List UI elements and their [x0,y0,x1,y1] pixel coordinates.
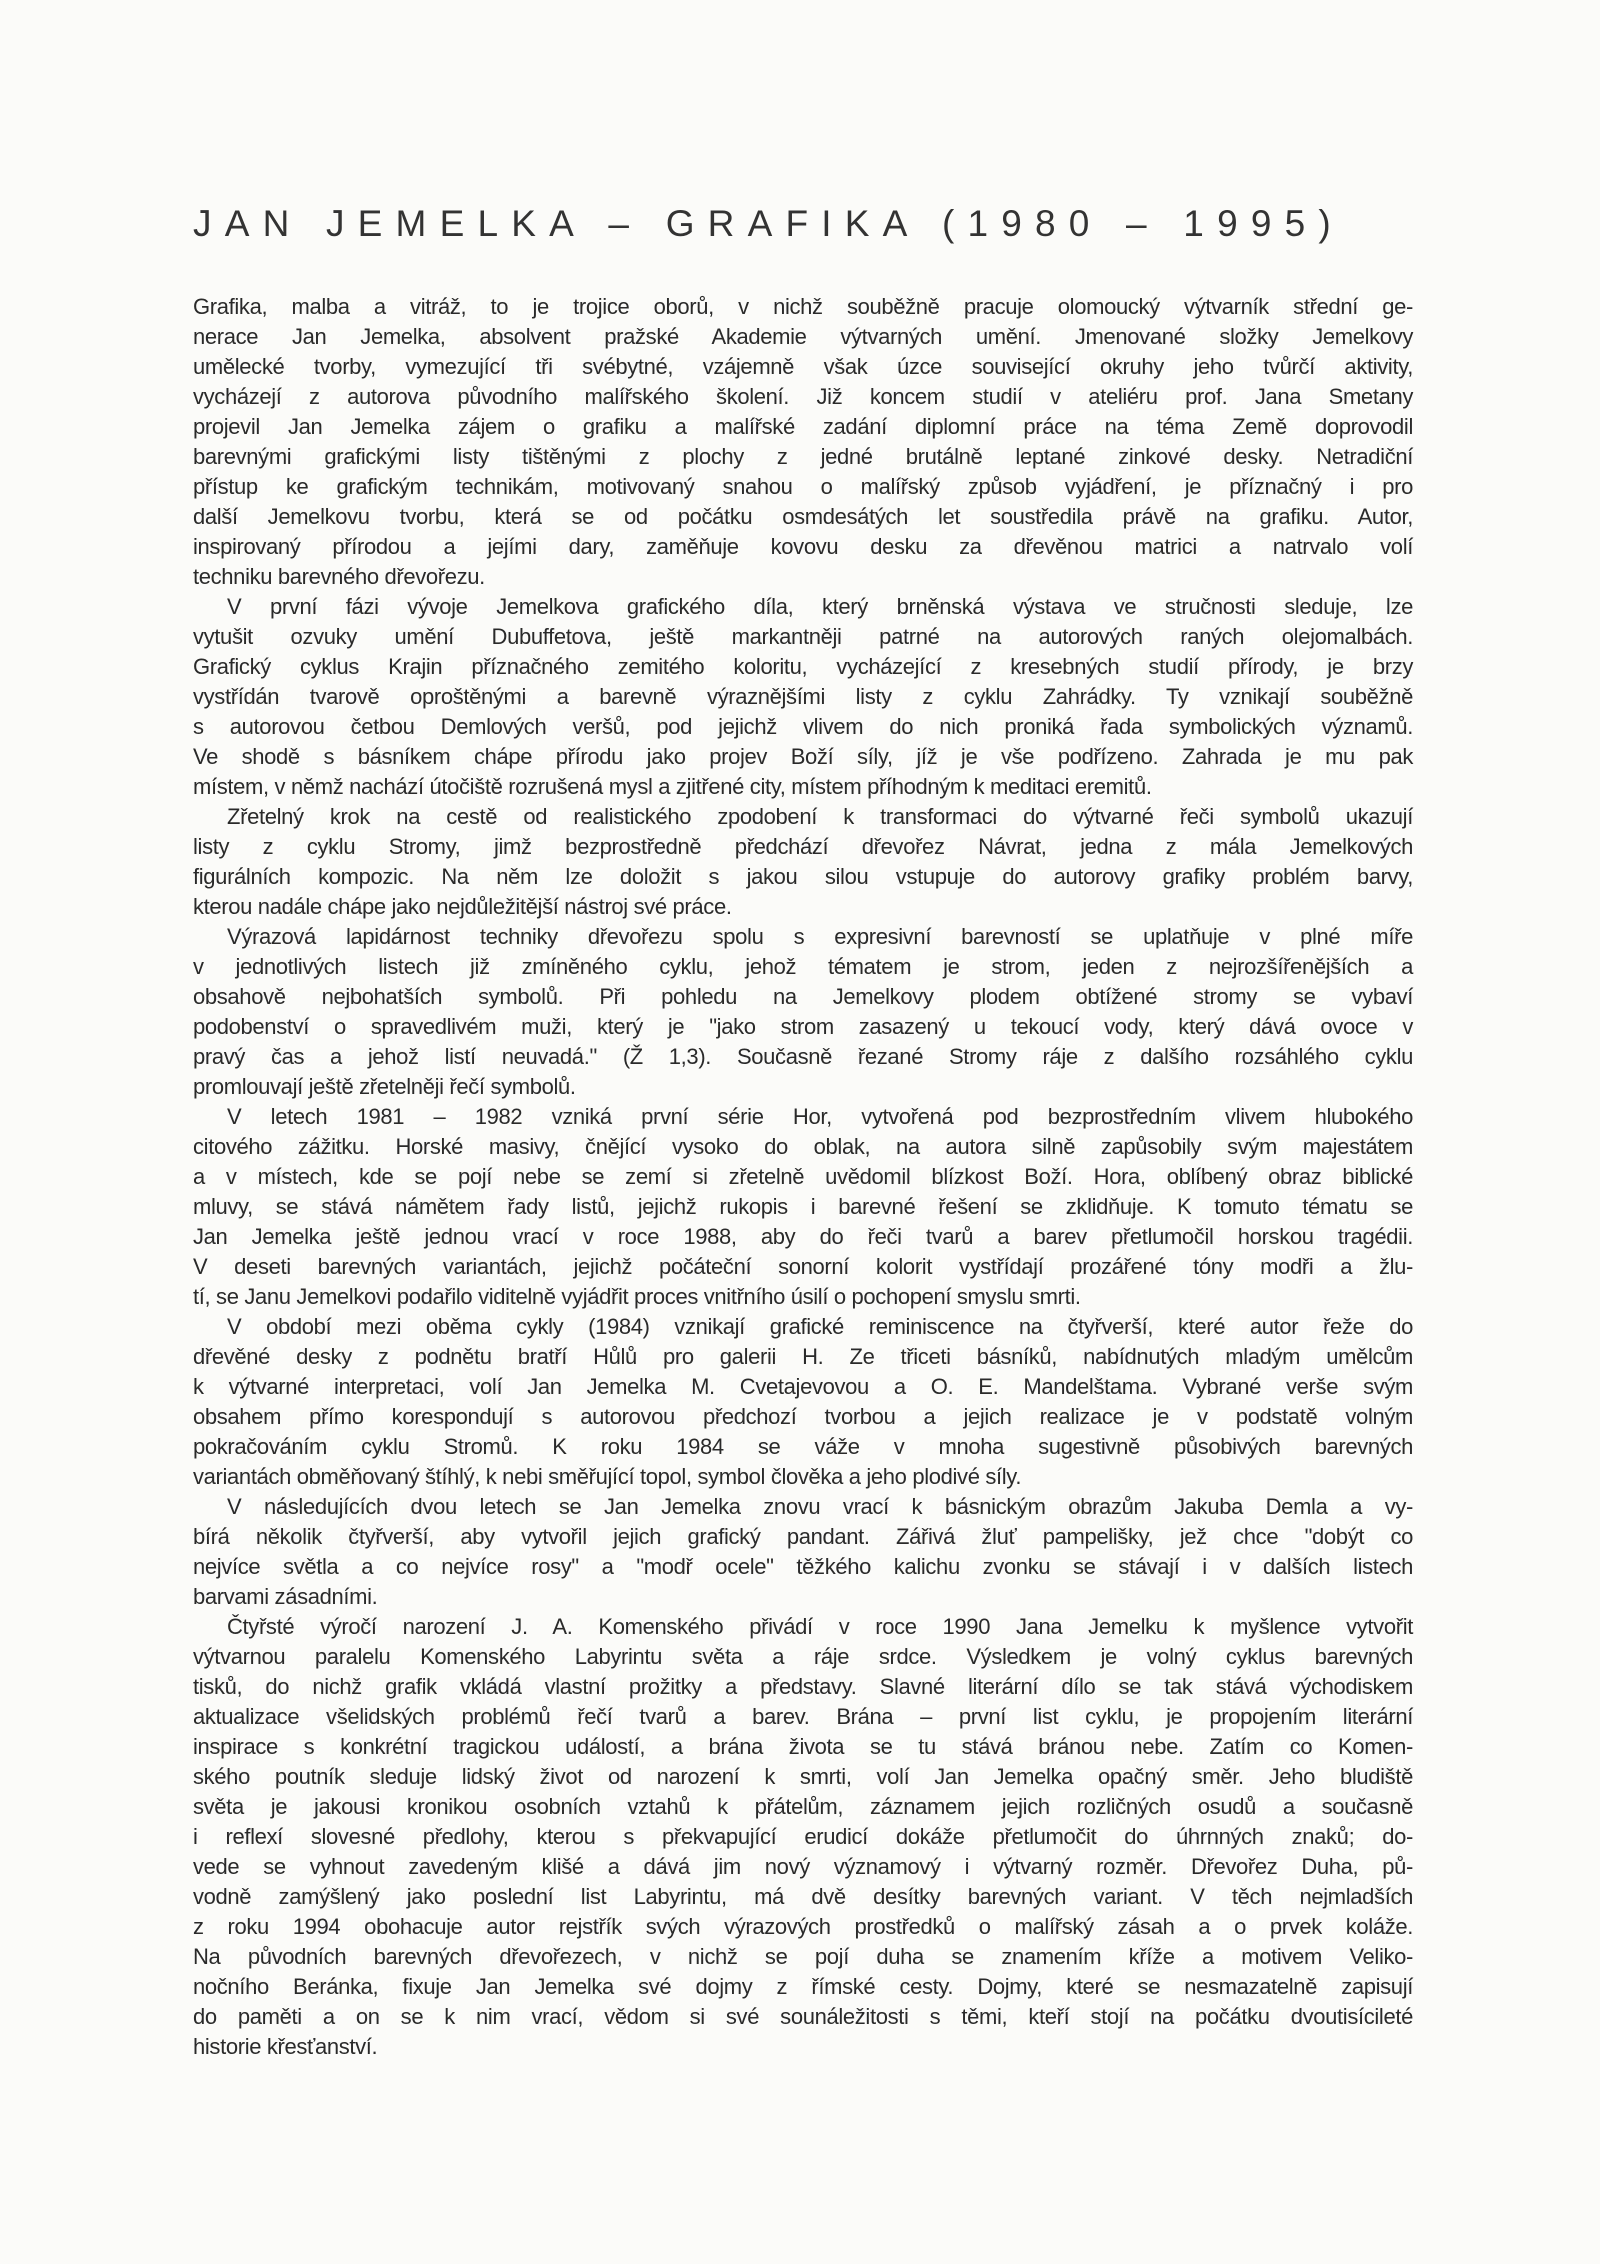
text-line: obsahově nejbohatších symbolů. Při pohledu na Jemelkovy plodem obtížené stromy se vybaví [193,984,1413,1009]
text-line: barvami zásadními. [193,1584,378,1609]
text-line: tisků, do nichž grafik vkládá vlastní prožitky a představy. Slavné literární dílo se tak stává východiskem [193,1674,1413,1699]
text-line: kterou nadále chápe jako nejdůležitější nástroj své práce. [193,894,732,919]
text-line: aktualizace všelidských problémů řečí tvarů a barev. Brána – první list cyklu, je propojením literární [193,1704,1413,1729]
text-line: i reflexí slovesné předlohy, kterou s překvapující erudicí dokáže přetlumočit do úhrnných znaků; do- [193,1824,1413,1849]
text-line: Jan Jemelka ještě jednou vrací v roce 1988, aby do řeči tvarů a barev přetlumočil horskou tragédii. [193,1224,1413,1249]
text-line: vycházejí z autorova původního malířského školení. Již koncem studií v ateliéru prof. Jana Smetany [193,384,1413,409]
paragraph [193,1492,1413,1612]
text-line: inspirovaný přírodou a jejími dary, zaměňuje kovovu desku za dřevěnou matrici a natrvalo volí [193,534,1413,559]
text-line: tí, se Janu Jemelkovi podařilo viditelně vyjádřit proces vnitřního úsilí o pochopení smyslu smrti. [193,1284,1081,1309]
text-line: figurálních kompozic. Na něm lze doložit s jakou silou vstupuje do autorovy grafiky problém barvy, [193,864,1413,889]
paragraph [193,292,1413,592]
text-line: pokračováním cyklu Stromů. K roku 1984 se váže v mnoha sugestivně působivých barevných [193,1434,1413,1459]
text-line: a v místech, kde se pojí nebe se zemí si zřetelně uvědomil blízkost Boží. Hora, oblíbený obraz biblické [193,1164,1413,1189]
paragraph [193,922,1413,1102]
text-line: z roku 1994 obohacuje autor rejstřík svých výrazových prostředků o malířský zásah a o prvek koláže. [193,1914,1413,1939]
text-line: V deseti barevných variantách, jejichž počáteční sonorní kolorit vystřídají prozářené tóny modři a žlu- [193,1254,1413,1279]
text-line: do paměti a on se k nim vrací, vědom si své sounáležitosti s těmi, kteří stojí na počátku dvoutisícileté [193,2004,1413,2029]
article-body [193,292,1413,2062]
text-line: projevil Jan Jemelka zájem o grafiku a malířské zadání diplomní práce na téma Země doprovodil [193,414,1413,439]
text-line: techniku barevného dřevořezu. [193,564,485,589]
text-line: nerace Jan Jemelka, absolvent pražské Akademie výtvarných umění. Jmenované složky Jemelkovy [193,324,1413,349]
text-line: barevnými grafickými listy tištěnými z plochy z jedné brutálně leptané zinkové desky. Netradiční [193,444,1413,469]
text-line: k výtvarné interpretaci, volí Jan Jemelka M. Cvetajevovou a O. E. Mandelštama. Vybrané verše svým [193,1374,1413,1399]
text-line: Grafický cyklus Krajin příznačného zemitého koloritu, vycházející z kresebných studií přírody, je brzy [193,654,1413,679]
text-line: inspirace s konkrétní tragickou událostí, a brána života se tu stává bránou nebe. Zatím co Komen- [193,1734,1413,1759]
text-line: V první fázi vývoje Jemelkova grafického díla, který brněnská výstava ve stručnosti sleduje, lze [227,594,1413,619]
text-line: vodně zamýšlený jako poslední list Labyrintu, má dvě desítky barevných variant. V těch nejmladších [193,1884,1413,1909]
text-line: výtvarnou paralelu Komenského Labyrintu světa a ráje srdce. Výsledkem je volný cyklus barevných [193,1644,1413,1669]
paragraph [193,1102,1413,1312]
text-line: V období mezi oběma cykly (1984) vznikají grafické reminiscence na čtyřverší, které autor řeže do [227,1314,1413,1339]
paragraph [193,1612,1413,2062]
text-line: listy z cyklu Stromy, jimž bezprostředně předchází dřevořez Návrat, jedna z mála Jemelkových [193,834,1413,859]
text-line: ského poutník sleduje lidský život od narození k smrti, volí Jan Jemelka opačný směr. Jeho bludiště [193,1764,1413,1789]
paragraph [193,1312,1413,1492]
text-line: mluvy, se stává námětem řady listů, jejichž rukopis i barevné řešení se zklidňuje. K tomuto tématu se [193,1194,1413,1219]
text-line: Výrazová lapidárnost techniky dřevořezu spolu s expresivní barevností se uplatňuje v plné míře [227,924,1413,949]
text-line: Zřetelný krok na cestě od realistického zpodobení k transformaci do výtvarné řeči symbolů ukazují [227,804,1413,829]
text-line: historie křesťanství. [193,2034,378,2059]
text-line: Grafika, malba a vitráž, to je trojice oborů, v nichž souběžně pracuje olomoucký výtvarník střední ge- [193,294,1413,319]
text-line: Čtyřsté výročí narození J. A. Komenského přivádí v roce 1990 Jana Jemelku k myšlence vytvořit [227,1614,1413,1639]
text-line: v jednotlivých listech již zmíněného cyklu, jehož tématem je strom, jeden z nejrozšířenějších a [193,954,1413,979]
text-line: citového zážitku. Horské masivy, čnějící vysoko do oblak, na autora silně zapůsobily svým majestátem [193,1134,1413,1159]
text-line: dřevěné desky z podnětu bratří Hůlů pro galerii H. Ze třiceti básníků, nabídnutých mladým umělcům [193,1344,1413,1369]
text-line: V letech 1981 – 1982 vzniká první série Hor, vytvořená pod bezprostředním vlivem hlubokého [227,1104,1413,1129]
document-title: JAN JEMELKA – GRAFIKA (1980 – 1995) [193,202,1344,244]
text-line: vystřídán tvarově oproštěnými a barevně výraznějšími listy z cyklu Zahrádky. Ty vznikají souběžně [193,684,1413,709]
text-line: místem, v němž nachází útočiště rozrušená mysl a zjitřené city, místem příhodným k meditaci eremitů. [193,774,1152,799]
text-line: podobenství o spravedlivém muži, který je "jako strom zasazený u tekoucí vody, který dává ovoce v [193,1014,1413,1039]
text-line: nočního Beránka, fixuje Jan Jemelka své dojmy z římské cesty. Dojmy, které se nesmazatelně zapisují [193,1974,1413,1999]
text-line: s autorovou četbou Demlových veršů, pod jejichž vlivem do nich proniká řada symbolických významů. [193,714,1413,739]
text-line: přístup ke grafickým technikám, motivovaný snahou o malířský způsob vyjádření, je příznačný i pro [193,474,1413,499]
text-line: vytušit ozvuky umění Dubuffetova, ještě markantněji patrné na autorových raných olejomalbách. [193,624,1413,649]
text-line: variantách obměňovaný štíhlý, k nebi směřující topol, symbol člověka a jeho plodivé síly. [193,1464,1022,1489]
text-line: umělecké tvorby, vymezující tři svébytné, vzájemně však úzce související okruhy jeho tvůrčí aktivity, [193,354,1413,379]
paragraph [193,802,1413,922]
text-line: vede se vyhnout zavedeným klišé a dává jim nový významový i výtvarný rozměr. Dřevořez Duha, pů- [193,1854,1413,1879]
text-line: V následujících dvou letech se Jan Jemelka znovu vrací k básnickým obrazům Jakuba Demla a vy- [227,1494,1413,1519]
paragraph [193,592,1413,802]
text-line: bírá několik čtyřverší, aby vytvořil jejich grafický pandant. Zářivá žluť pampelišky, jež chce "dobýt co [193,1524,1413,1549]
text-line: pravý čas a jehož listí neuvadá." (Ž 1,3). Současně řezané Stromy ráje z dalšího rozsáhlého cyklu [193,1044,1413,1069]
text-line: Na původních barevných dřevořezech, v nichž se pojí duha se znamením kříže a motivem Veliko- [193,1944,1413,1969]
text-line: promlouvají ještě zřetelněji řečí symbolů. [193,1074,576,1099]
text-line: nejvíce světla a co nejvíce rosy" a "modř ocele" těžkého kalichu zvonku se stávají i v dalších listech [193,1554,1413,1579]
text-line: další Jemelkovu tvorbu, která se od počátku osmdesátých let soustředila právě na grafiku. Autor, [193,504,1413,529]
text-line: Ve shodě s básníkem chápe přírodu jako projev Boží síly, jíž je vše podřízeno. Zahrada je mu pak [193,744,1413,769]
text-line: obsahem přímo korespondují s autorovou předchozí tvorbou a jejich realizace je v podstatě volným [193,1404,1413,1429]
text-line: světa je jakousi kronikou osobních vztahů k přátelům, záznamem jejich rozličných osudů a současně [193,1794,1413,1819]
